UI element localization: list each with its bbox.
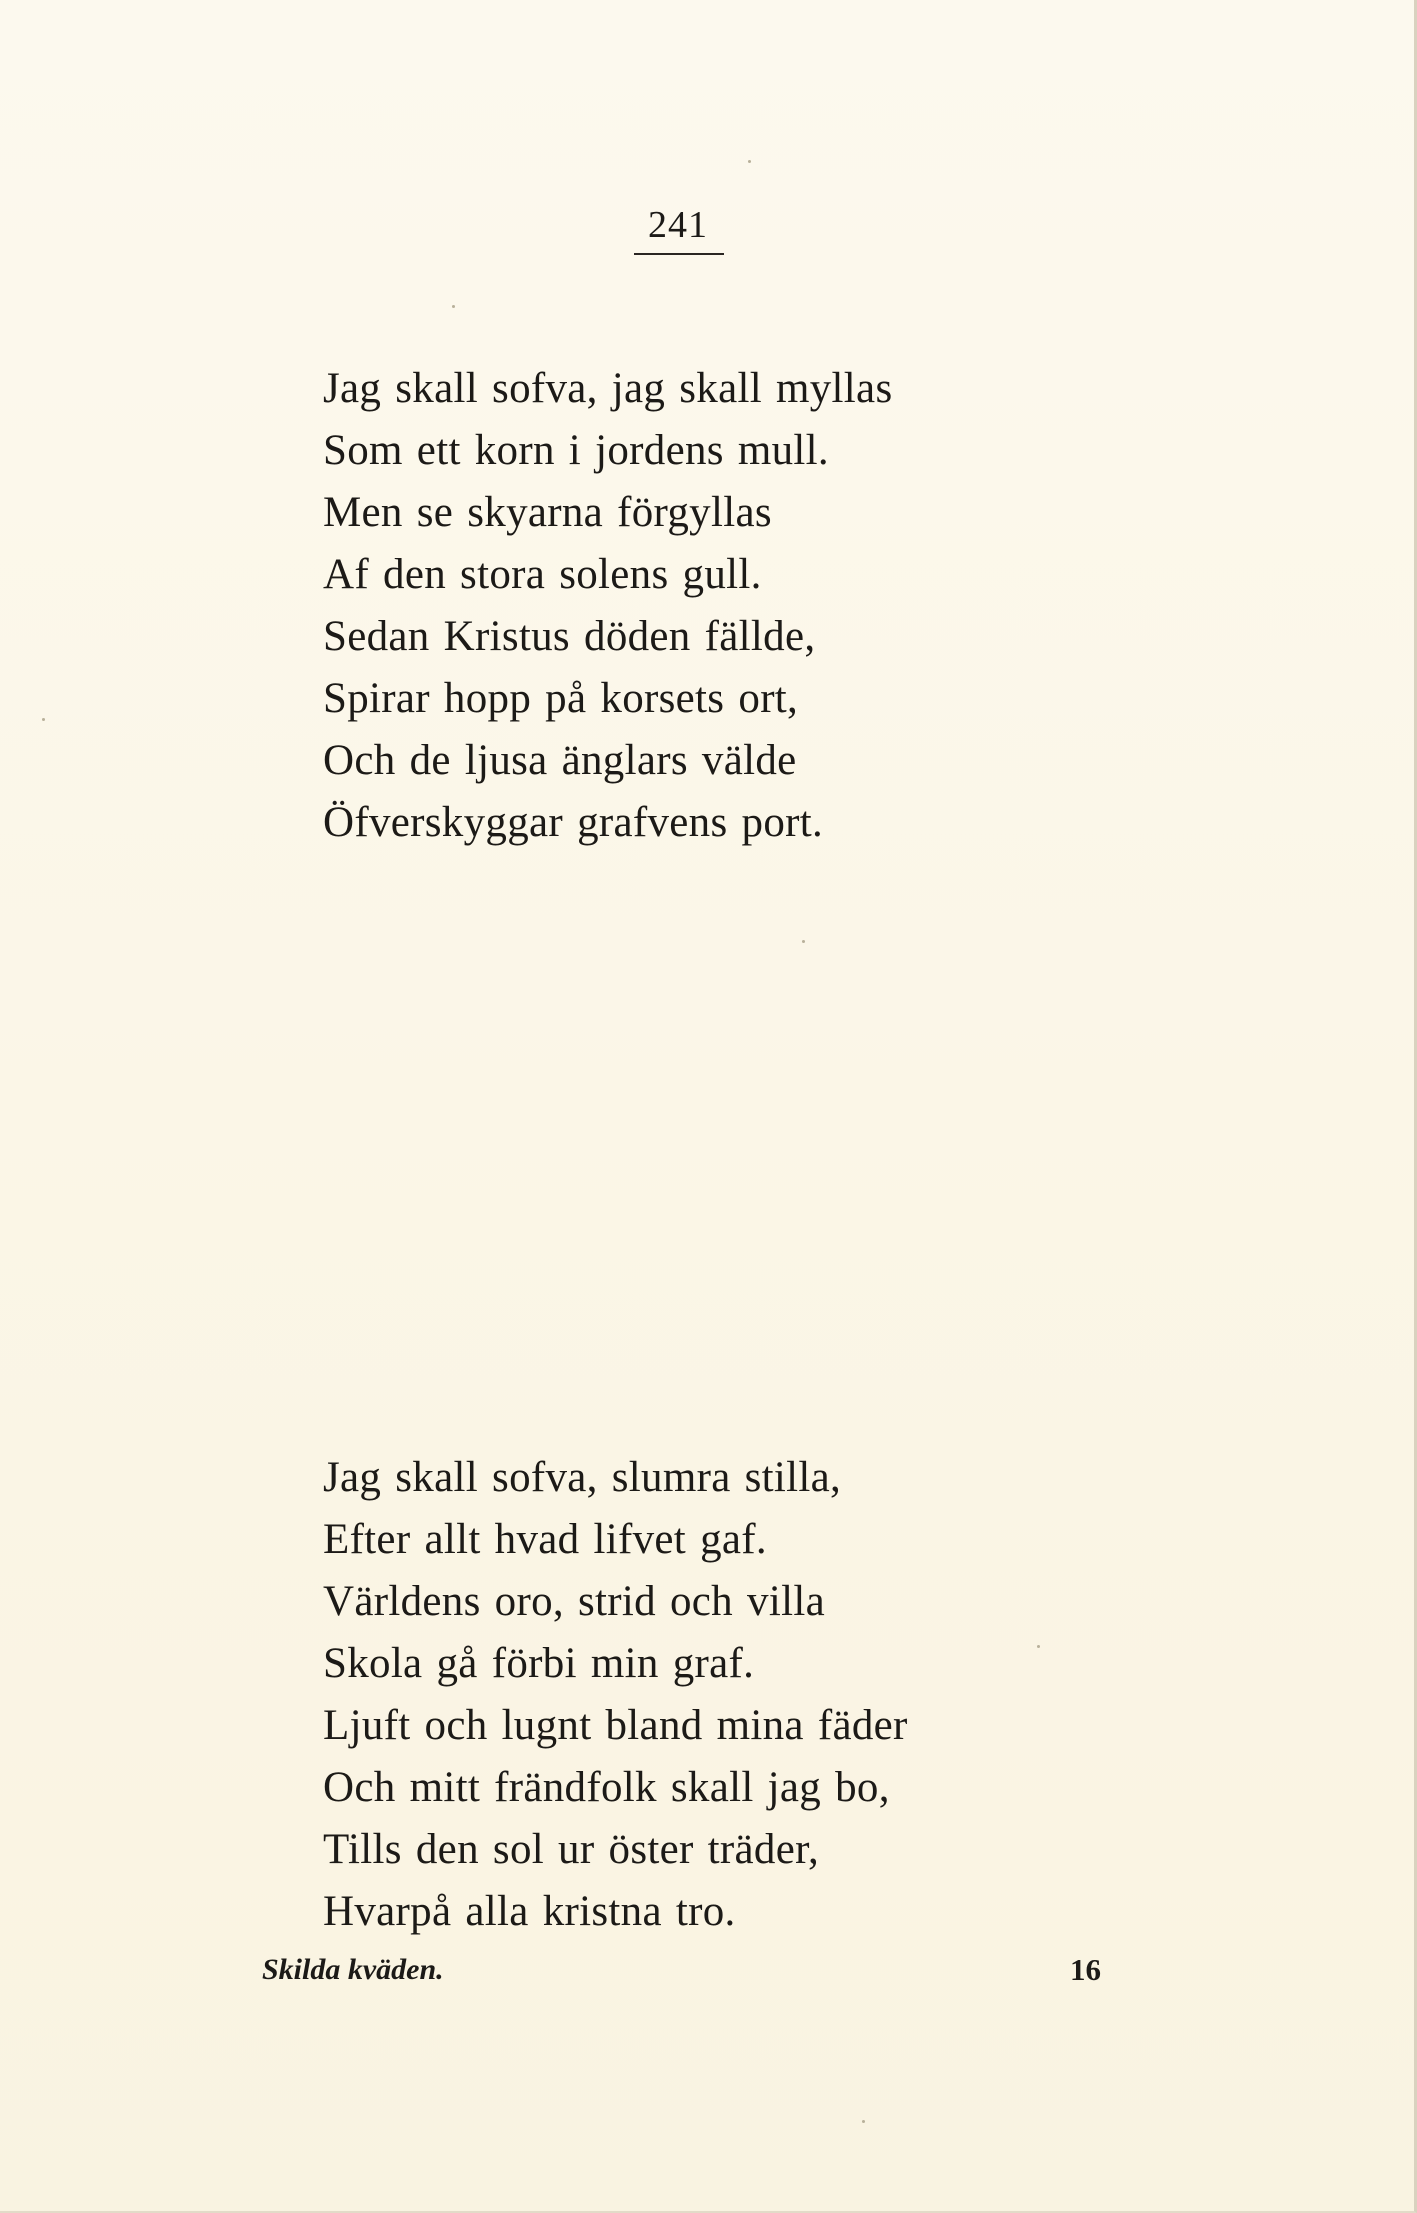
verse-line: Men se skyarna förgyllas: [323, 489, 772, 536]
verse-line: Sedan Kristus döden fällde,: [323, 613, 816, 660]
paper-speck: [802, 940, 805, 943]
verse-line: Och de ljusa änglars välde: [323, 737, 797, 784]
verse-line: Hvarpå alla kristna tro.: [323, 1888, 736, 1935]
verse-line: Af den stora solens gull.: [323, 551, 762, 598]
verse-line: Öfverskyggar grafvens port.: [323, 799, 824, 846]
verse-line: Skola gå förbi min graf.: [323, 1640, 755, 1687]
verse-line: Ljuft och lugnt bland mina fäder: [323, 1702, 908, 1749]
footer-book-title: Skilda kväden.: [262, 1953, 444, 1986]
verse-line: Efter allt hvad lifvet gaf.: [323, 1516, 767, 1563]
verse-line: Som ett korn i jordens mull.: [323, 427, 829, 474]
verse-line: Spirar hopp på korsets ort,: [323, 675, 799, 722]
verse-line: Tills den sol ur öster träder,: [323, 1826, 820, 1873]
verse-line: Jag skall sofva, slumra stilla,: [323, 1454, 842, 1501]
page-number-underline: [634, 253, 724, 255]
paper-speck: [452, 305, 455, 308]
verse-line: Världens oro, strid och villa: [323, 1578, 825, 1625]
poem-stanza-1: [323, 358, 1103, 854]
paper-speck: [862, 2120, 865, 2123]
verse-line: Jag skall sofva, jag skall myllas: [323, 365, 893, 412]
paper-speck: [42, 718, 45, 721]
page-number: 241: [648, 204, 708, 246]
poem-stanza-2: [323, 1447, 1103, 1943]
signature-mark: 16: [1070, 1952, 1101, 1987]
paper-speck: [1037, 1645, 1040, 1648]
verse-line: Och mitt frändfolk skall jag bo,: [323, 1764, 890, 1811]
paper-speck: [748, 160, 751, 163]
